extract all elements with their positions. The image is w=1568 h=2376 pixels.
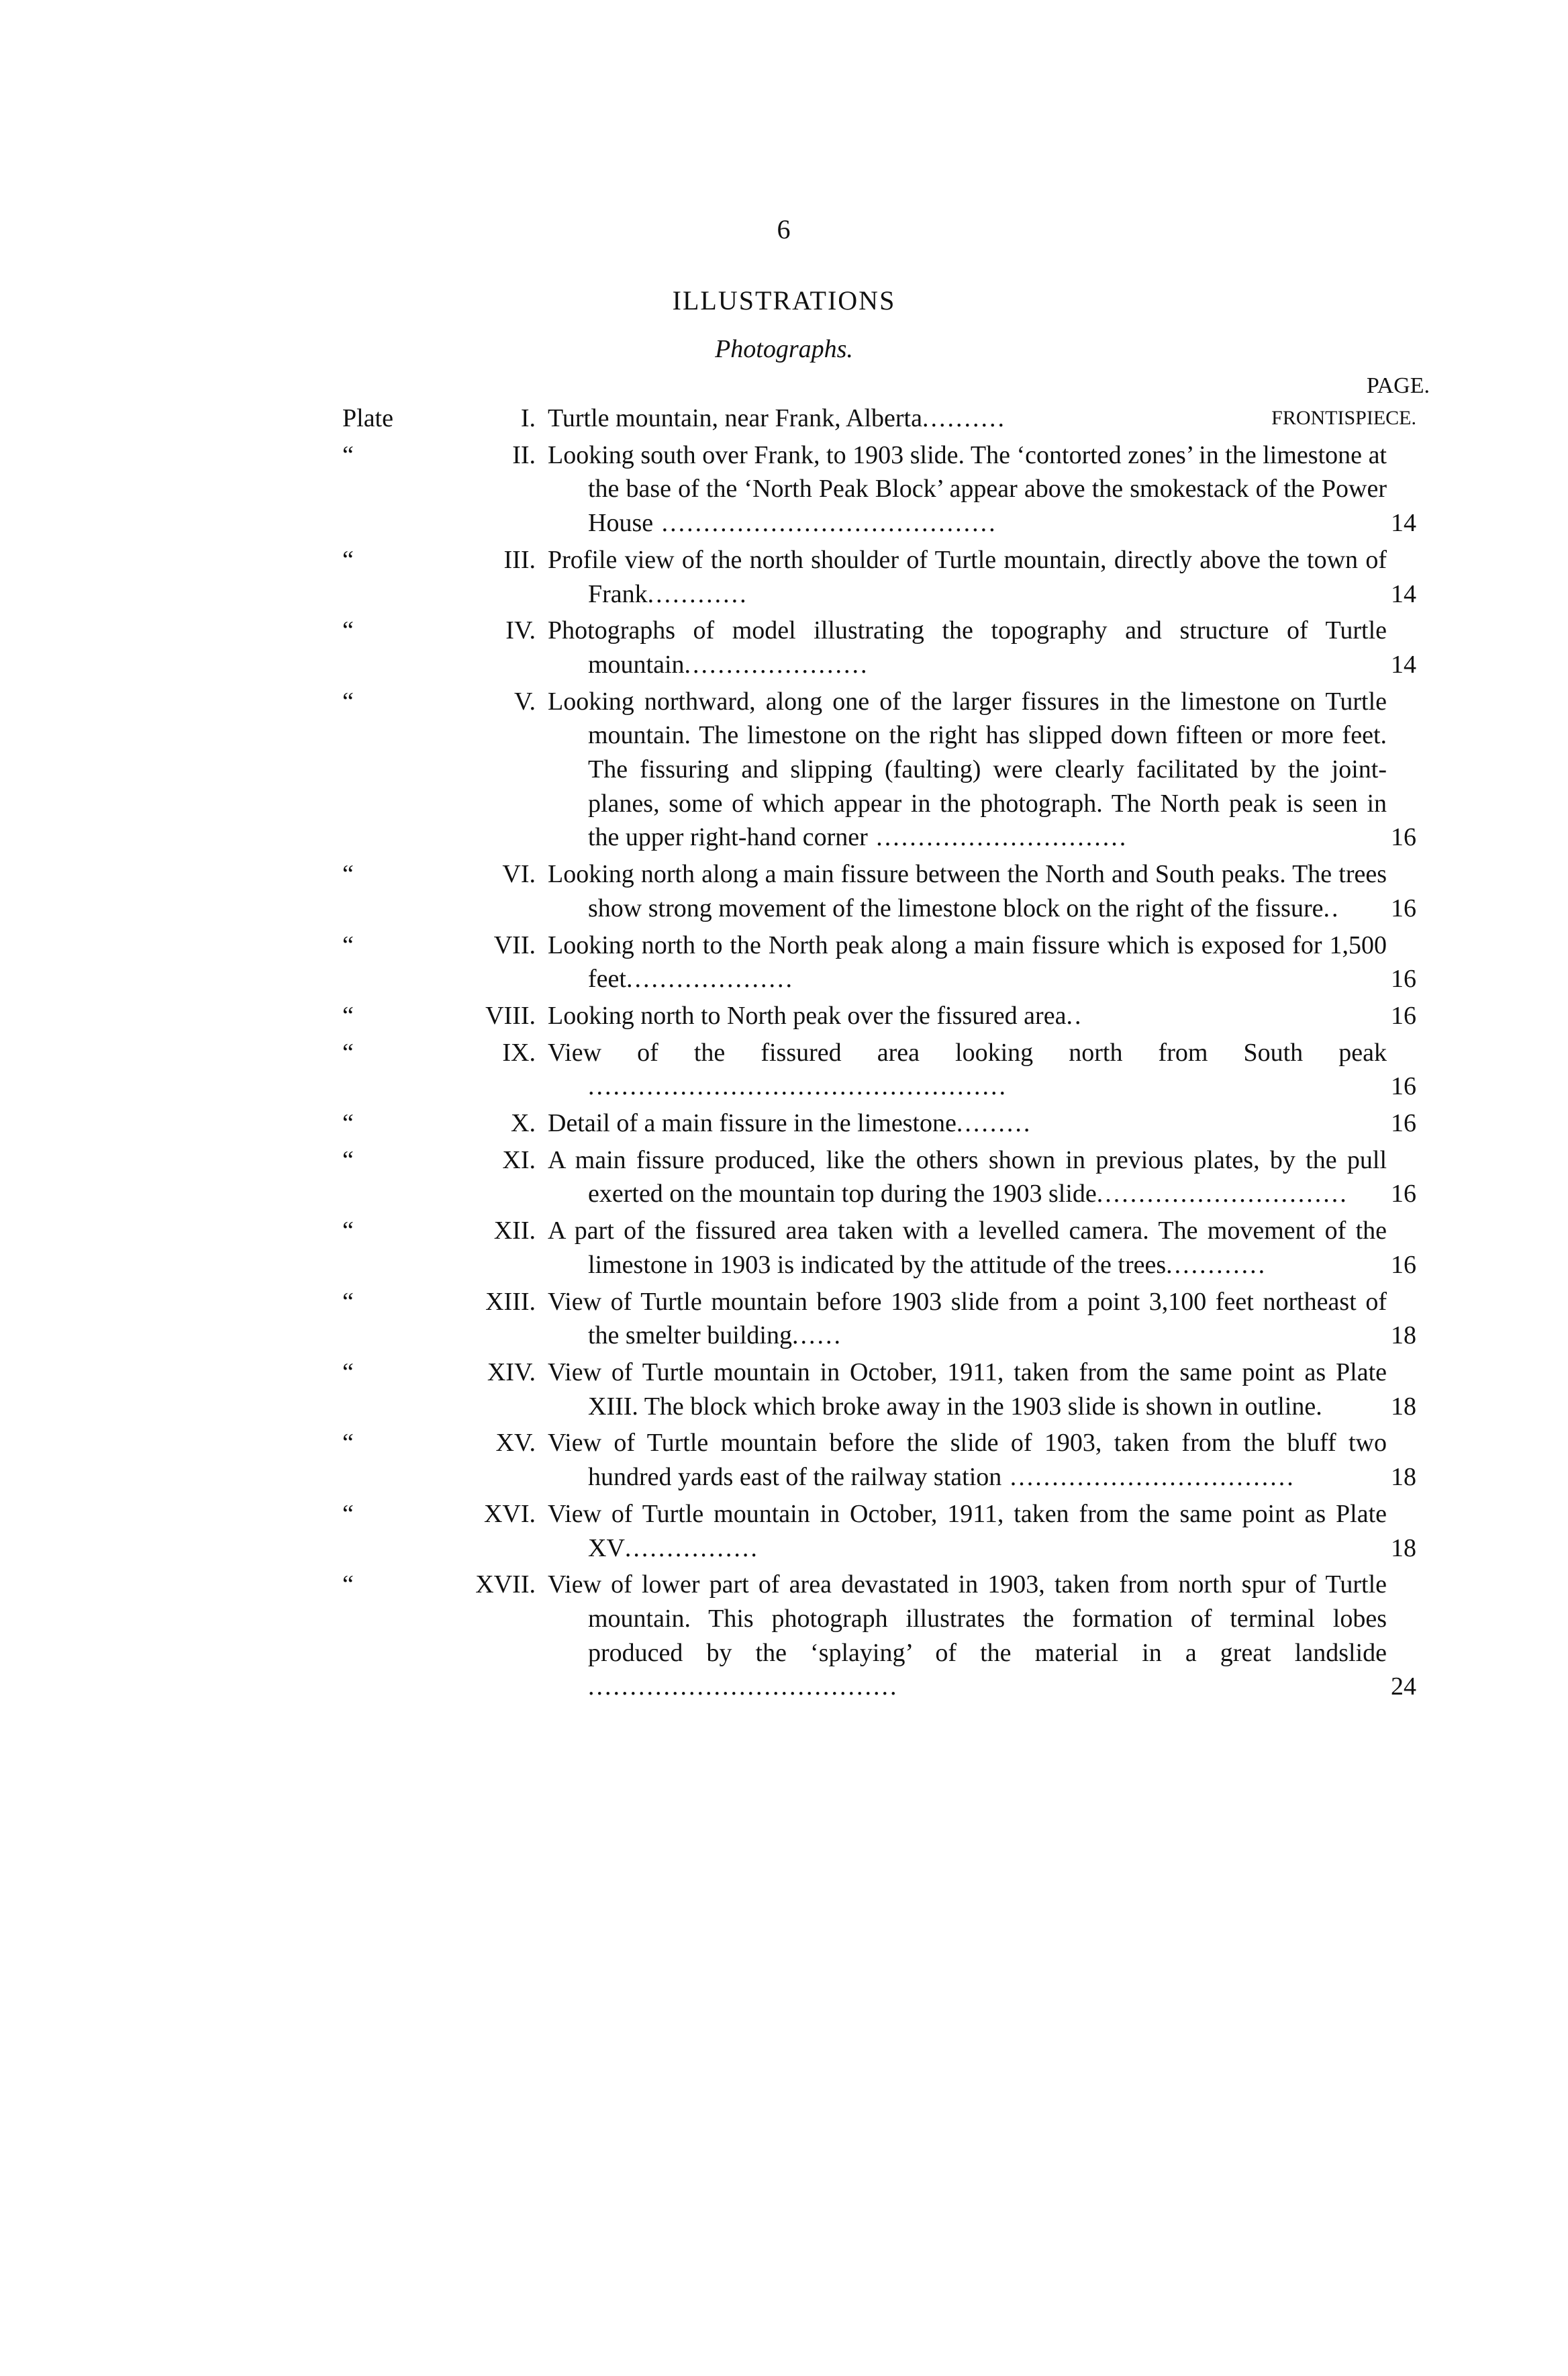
plate-page-number: 16 — [1391, 1180, 1416, 1208]
plate-numeral: X. — [511, 1109, 536, 1138]
plate-caption: Looking north along a main fissure between the North and South peaks. The trees show strong movement of the limestone block on the right of the fissure — [548, 860, 1387, 922]
plate-numeral: XVII. — [475, 1570, 536, 1599]
plate-entry — [0, 1214, 1568, 1282]
dot-leader: .................................. — [1001, 1463, 1295, 1492]
plate-page-number: 14 — [1391, 579, 1416, 608]
plate-description — [548, 999, 1387, 1033]
dot-leader: ................ — [624, 1533, 759, 1562]
dot-leader: ........................................ — [653, 509, 997, 538]
page-column-heading: PAGE. — [1366, 373, 1430, 398]
plate-entry — [0, 1568, 1568, 1704]
plate-numeral: XV. — [495, 1429, 536, 1458]
plate-label: “ — [342, 1001, 354, 1030]
plate-numeral: XI. — [502, 1145, 536, 1174]
dot-leader: .. — [1323, 894, 1340, 922]
plate-entry — [0, 614, 1568, 681]
plate-caption: View of Turtle mountain in October, 1911, taken from the same point as Plate XIII. The block which broke away in the 1903 slide is shown in outline. — [548, 1358, 1387, 1421]
dot-leader: ..................................... — [588, 1672, 899, 1701]
dot-leader: .................... — [626, 965, 794, 994]
plate-caption: A main fissure produced, like the others shown in previous plates, by the pull exerted on the mountain top during the 1903 slide — [548, 1145, 1387, 1208]
plate-list — [0, 401, 1568, 1707]
plate-entry — [0, 1356, 1568, 1423]
dot-leader: .......... — [922, 404, 1006, 432]
plate-page-number: 18 — [1391, 1463, 1416, 1492]
plate-entry — [0, 1106, 1568, 1141]
plate-label: “ — [342, 860, 354, 889]
plate-page-number: 16 — [1391, 1250, 1416, 1279]
plate-page-number: 16 — [1391, 894, 1416, 922]
plate-label: “ — [342, 1217, 354, 1245]
plate-numeral: V. — [513, 687, 536, 716]
plate-caption: Looking northward, along one of the larger fissures in the limestone on Turtle mountain. The limestone on the right has slipped down fifteen or more feet. The fissuring and slipping (faulting) were clearly facilitated by the joint-planes, some of which appear in the photograph. The North peak is seen in the upper right-hand corner — [548, 687, 1387, 852]
plate-page-number: 16 — [1391, 965, 1416, 994]
plate-description — [548, 1568, 1387, 1704]
page-number: 6 — [777, 214, 791, 244]
plate-page-number: 24 — [1391, 1672, 1416, 1701]
section-subtitle: Photographs. — [715, 335, 853, 363]
plate-caption: Profile view of the north shoulder of Turtle mountain, directly above the town of Frank — [548, 545, 1387, 608]
dot-leader: ......... — [956, 1109, 1032, 1138]
plate-caption: Photographs of model illustrating the topography and structure of Turtle mountain — [548, 616, 1387, 679]
plate-description — [548, 685, 1387, 855]
plate-description — [548, 929, 1387, 996]
plate-caption: Looking north to North peak over the fissured area — [548, 1001, 1067, 1030]
plate-description — [548, 1426, 1387, 1494]
plate-entry — [0, 438, 1568, 540]
plate-label: “ — [342, 1429, 354, 1458]
plate-caption: Turtle mountain, near Frank, Alberta — [548, 404, 922, 432]
plate-entry — [0, 1497, 1568, 1565]
plate-numeral: IV. — [505, 616, 536, 645]
plate-entry — [0, 1143, 1568, 1211]
plate-page-number: 16 — [1391, 1001, 1416, 1030]
dot-leader: ...... — [791, 1321, 842, 1350]
plate-description — [548, 1036, 1387, 1104]
plate-entry — [0, 1285, 1568, 1353]
plate-label: “ — [342, 1499, 354, 1528]
plate-description — [548, 614, 1387, 681]
plate-numeral: XIV. — [487, 1358, 536, 1386]
plate-label: “ — [342, 545, 354, 574]
plate-description — [548, 1106, 1387, 1141]
plate-caption: View of Turtle mountain in October, 1911, taken from the same point as Plate XV — [548, 1499, 1387, 1562]
plate-numeral: I. — [520, 404, 536, 432]
plate-page-number: 18 — [1391, 1533, 1416, 1562]
plate-label: “ — [342, 440, 354, 469]
plate-caption: A part of the fissured area taken with a levelled camera. The movement of the limestone in 1903 is indicated by the attitude of the trees — [548, 1217, 1387, 1279]
plate-entry — [0, 857, 1568, 925]
plate-label: “ — [342, 1109, 354, 1138]
plate-entry — [0, 685, 1568, 855]
plate-page-number: 18 — [1391, 1392, 1416, 1421]
dot-leader: ............ — [1166, 1250, 1267, 1279]
dot-leader: .............................. — [867, 823, 1128, 852]
plate-numeral: VIII. — [485, 1001, 536, 1030]
plate-caption: Detail of a main fissure in the limestone — [548, 1109, 957, 1138]
plate-label: “ — [342, 1145, 354, 1174]
dot-leader: ............ — [647, 579, 748, 608]
plate-description — [548, 1285, 1387, 1353]
plate-label: “ — [342, 616, 354, 645]
plate-page-number: 16 — [1391, 1072, 1416, 1101]
dot-leader: ...................... — [684, 650, 869, 679]
plate-description — [548, 1497, 1387, 1565]
plate-page-number: 16 — [1391, 823, 1416, 852]
plate-page-number: 16 — [1391, 1109, 1416, 1138]
plate-numeral: VII. — [493, 931, 536, 959]
plate-page-number: 14 — [1391, 650, 1416, 679]
plate-numeral: IX. — [502, 1038, 536, 1067]
plate-entry — [0, 543, 1568, 611]
plate-description — [548, 857, 1387, 925]
plate-numeral: XII. — [493, 1217, 536, 1245]
dot-leader: .. — [1066, 1001, 1083, 1030]
plate-label: “ — [342, 1287, 354, 1316]
plate-entry — [0, 929, 1568, 996]
plate-page-number: FRONTISPIECE. — [1271, 407, 1416, 429]
plate-entry — [0, 401, 1568, 436]
plate-label: “ — [342, 1570, 354, 1599]
plate-page-number: 14 — [1391, 509, 1416, 538]
plate-entry — [0, 1426, 1568, 1494]
dot-leader: .............................. — [1096, 1180, 1349, 1208]
plate-description — [548, 1214, 1387, 1282]
dot-leader: .................................................. — [588, 1072, 1008, 1101]
plate-caption: View of Turtle mountain before the slide of 1903, taken from the bluff two hundred yards east of the railway station — [548, 1429, 1387, 1492]
plate-caption: Looking south over Frank, to 1903 slide. The ‘contorted zones’ in the limestone at the base of the ‘North Peak Block’ appear above the smokestack of the Power House — [548, 440, 1387, 538]
plate-page-number: 18 — [1391, 1321, 1416, 1350]
plate-numeral: XIII. — [485, 1287, 536, 1316]
page-title: ILLUSTRATIONS — [672, 285, 896, 316]
plate-description — [548, 1143, 1387, 1211]
plate-caption: View of the fissured area looking north from South peak — [548, 1038, 1387, 1067]
plate-numeral: III. — [503, 545, 536, 574]
plate-caption: View of lower part of area devastated in 1903, taken from north spur of Turtle mountain. This photograph illustrates the formation of terminal lobes produced by the ‘splaying’ of the material in a great landslide — [548, 1570, 1387, 1667]
plate-entry — [0, 999, 1568, 1033]
plate-caption: View of Turtle mountain before 1903 slide from a point 3,100 feet northeast of the smelter building — [548, 1287, 1387, 1350]
plate-description — [548, 438, 1387, 540]
plate-description — [548, 543, 1387, 611]
plate-label: “ — [342, 1358, 354, 1386]
plate-caption: Looking north to the North peak along a main fissure which is exposed for 1,500 feet — [548, 931, 1387, 994]
plate-label: “ — [342, 931, 354, 959]
plate-label: “ — [342, 687, 354, 716]
plate-numeral: XVI. — [483, 1499, 536, 1528]
plate-label: “ — [342, 1038, 354, 1067]
plate-description — [548, 1356, 1387, 1423]
plate-label: Plate — [342, 404, 393, 432]
plate-numeral: II. — [512, 440, 536, 469]
plate-numeral: VI. — [502, 860, 536, 889]
plate-entry — [0, 1036, 1568, 1104]
